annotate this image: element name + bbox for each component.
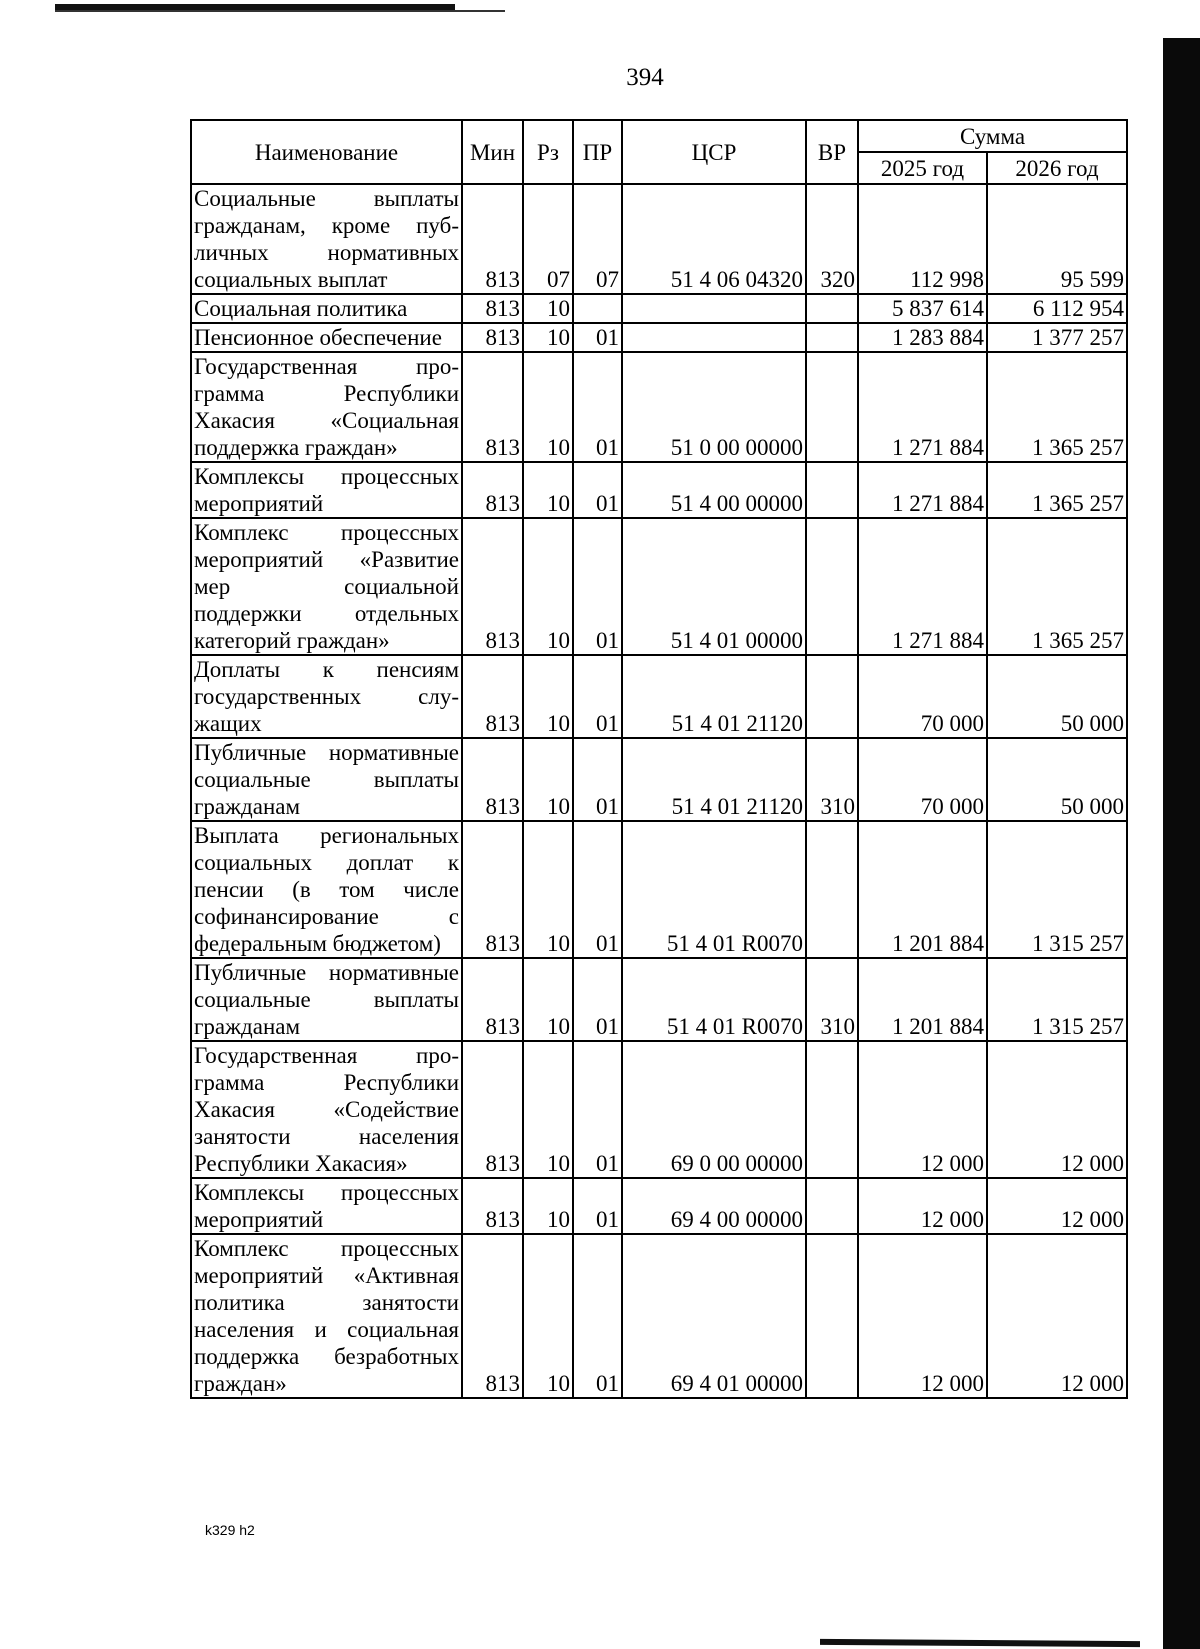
cell-vr <box>806 1041 858 1178</box>
cell-min: 813 <box>462 184 523 294</box>
cell-2026: 1 365 257 <box>987 462 1127 518</box>
cell-csr: 51 4 01 21120 <box>622 655 806 738</box>
cell-vr <box>806 462 858 518</box>
cell-pr <box>573 294 622 323</box>
cell-rz: 10 <box>523 462 573 518</box>
cell-2025: 1 201 884 <box>858 821 987 958</box>
table-row <box>191 1234 1127 1398</box>
cell-name: Комплексы процессных мероприятий <box>191 462 462 518</box>
cell-vr <box>806 655 858 738</box>
cell-2026: 1 365 257 <box>987 518 1127 655</box>
cell-vr <box>806 294 858 323</box>
header-name: Наименование <box>191 120 462 184</box>
table-header <box>191 120 1127 184</box>
cell-pr: 01 <box>573 1041 622 1178</box>
cell-min: 813 <box>462 1234 523 1398</box>
cell-csr: 51 4 01 21120 <box>622 738 806 821</box>
cell-2026: 1 315 257 <box>987 958 1127 1041</box>
cell-pr: 01 <box>573 518 622 655</box>
cell-name: Выплата региональных социальных доплат к пенсии (в том числе софинансирование с федеральным бюджетом) <box>191 821 462 958</box>
cell-min: 813 <box>462 1178 523 1234</box>
cell-vr <box>806 821 858 958</box>
budget-table <box>190 119 1128 1399</box>
header-year-2026: 2026 год <box>987 152 1127 184</box>
cell-csr: 51 4 00 00000 <box>622 462 806 518</box>
cell-rz: 10 <box>523 352 573 462</box>
cell-vr <box>806 1234 858 1398</box>
cell-rz: 10 <box>523 655 573 738</box>
cell-2026: 1 365 257 <box>987 352 1127 462</box>
cell-name: Пенсионное обеспечение <box>191 323 462 352</box>
cell-min: 813 <box>462 655 523 738</box>
cell-name: Государственная программа Республики Хакасия «Содействие занятости населения Республики Хакасия» <box>191 1041 462 1178</box>
table-row <box>191 518 1127 655</box>
cell-min: 813 <box>462 294 523 323</box>
cell-csr: 69 4 01 00000 <box>622 1234 806 1398</box>
cell-2026: 50 000 <box>987 655 1127 738</box>
cell-pr: 01 <box>573 1178 622 1234</box>
header-rz: Рз <box>523 120 573 184</box>
cell-csr: 51 4 06 04320 <box>622 184 806 294</box>
cell-pr: 01 <box>573 738 622 821</box>
cell-2026: 12 000 <box>987 1234 1127 1398</box>
cell-rz: 10 <box>523 958 573 1041</box>
cell-rz: 10 <box>523 738 573 821</box>
cell-pr: 01 <box>573 655 622 738</box>
table-row <box>191 1178 1127 1234</box>
cell-2025: 1 271 884 <box>858 462 987 518</box>
header-year-2025: 2025 год <box>858 152 987 184</box>
cell-min: 813 <box>462 738 523 821</box>
scan-edge-bottom <box>820 1639 1140 1647</box>
cell-csr: 51 4 01 R0070 <box>622 958 806 1041</box>
scan-edge-top-line <box>55 10 505 12</box>
cell-vr <box>806 352 858 462</box>
cell-2025: 1 201 884 <box>858 958 987 1041</box>
cell-2026: 1 315 257 <box>987 821 1127 958</box>
cell-name: Комплексы процессных мероприятий <box>191 1178 462 1234</box>
cell-rz: 10 <box>523 294 573 323</box>
cell-2025: 5 837 614 <box>858 294 987 323</box>
cell-min: 813 <box>462 352 523 462</box>
cell-csr <box>622 323 806 352</box>
cell-csr: 51 0 00 00000 <box>622 352 806 462</box>
cell-name: Публичные нормативные социальные выплаты гражданам <box>191 738 462 821</box>
table-row <box>191 821 1127 958</box>
cell-2025: 1 283 884 <box>858 323 987 352</box>
cell-2025: 1 271 884 <box>858 352 987 462</box>
cell-csr: 51 4 01 00000 <box>622 518 806 655</box>
cell-2025: 12 000 <box>858 1234 987 1398</box>
cell-pr: 07 <box>573 184 622 294</box>
cell-pr: 01 <box>573 462 622 518</box>
cell-rz: 10 <box>523 821 573 958</box>
cell-pr: 01 <box>573 821 622 958</box>
cell-2026: 50 000 <box>987 738 1127 821</box>
cell-min: 813 <box>462 1041 523 1178</box>
cell-csr <box>622 294 806 323</box>
cell-vr: 310 <box>806 738 858 821</box>
table-row <box>191 294 1127 323</box>
cell-pr: 01 <box>573 958 622 1041</box>
cell-vr: 320 <box>806 184 858 294</box>
table-row <box>191 323 1127 352</box>
table-row <box>191 1041 1127 1178</box>
cell-csr: 69 4 00 00000 <box>622 1178 806 1234</box>
header-sum: Сумма <box>858 120 1127 152</box>
header-pr: ПР <box>573 120 622 184</box>
cell-2026: 12 000 <box>987 1041 1127 1178</box>
table-row <box>191 738 1127 821</box>
cell-2026: 6 112 954 <box>987 294 1127 323</box>
cell-pr: 01 <box>573 1234 622 1398</box>
cell-name: Комплекс процессных мероприятий «Активная политика занятости населения и социальная поддержка безработных граждан» <box>191 1234 462 1398</box>
cell-2025: 70 000 <box>858 655 987 738</box>
cell-pr: 01 <box>573 323 622 352</box>
cell-vr <box>806 1178 858 1234</box>
cell-min: 813 <box>462 323 523 352</box>
cell-rz: 10 <box>523 1178 573 1234</box>
cell-min: 813 <box>462 518 523 655</box>
table-row <box>191 655 1127 738</box>
cell-min: 813 <box>462 958 523 1041</box>
cell-name: Государственная программа Республики Хакасия «Социальная поддержка граждан» <box>191 352 462 462</box>
cell-name: Комплекс процессных мероприятий «Развитие мер социальной поддержки отдельных категорий граждан» <box>191 518 462 655</box>
cell-2026: 1 377 257 <box>987 323 1127 352</box>
cell-vr <box>806 518 858 655</box>
cell-vr: 310 <box>806 958 858 1041</box>
table-row <box>191 958 1127 1041</box>
table-body <box>191 184 1127 1398</box>
table-row <box>191 462 1127 518</box>
cell-vr <box>806 323 858 352</box>
cell-rz: 10 <box>523 518 573 655</box>
cell-rz: 10 <box>523 1234 573 1398</box>
header-min: Мин <box>462 120 523 184</box>
cell-rz: 10 <box>523 323 573 352</box>
cell-csr: 69 0 00 00000 <box>622 1041 806 1178</box>
cell-name: Доплаты к пенсиям государственных служащих <box>191 655 462 738</box>
cell-rz: 07 <box>523 184 573 294</box>
cell-csr: 51 4 01 R0070 <box>622 821 806 958</box>
cell-name: Публичные нормативные социальные выплаты гражданам <box>191 958 462 1041</box>
cell-pr: 01 <box>573 352 622 462</box>
table-row <box>191 184 1127 294</box>
cell-rz: 10 <box>523 1041 573 1178</box>
header-vr: ВР <box>806 120 858 184</box>
cell-min: 813 <box>462 821 523 958</box>
cell-2025: 70 000 <box>858 738 987 821</box>
cell-2025: 12 000 <box>858 1178 987 1234</box>
cell-2025: 112 998 <box>858 184 987 294</box>
footer-code: k329 h2 <box>205 1522 255 1538</box>
table-row <box>191 352 1127 462</box>
cell-min: 813 <box>462 462 523 518</box>
cell-2025: 12 000 <box>858 1041 987 1178</box>
cell-2026: 95 599 <box>987 184 1127 294</box>
scan-edge-right <box>1163 38 1200 1649</box>
cell-name: Социальная политика <box>191 294 462 323</box>
header-csr: ЦСР <box>622 120 806 184</box>
cell-2026: 12 000 <box>987 1178 1127 1234</box>
page-number: 394 <box>626 64 664 91</box>
cell-2025: 1 271 884 <box>858 518 987 655</box>
cell-name: Социальные выплаты гражданам, кроме публичных нормативных социальных выплат <box>191 184 462 294</box>
